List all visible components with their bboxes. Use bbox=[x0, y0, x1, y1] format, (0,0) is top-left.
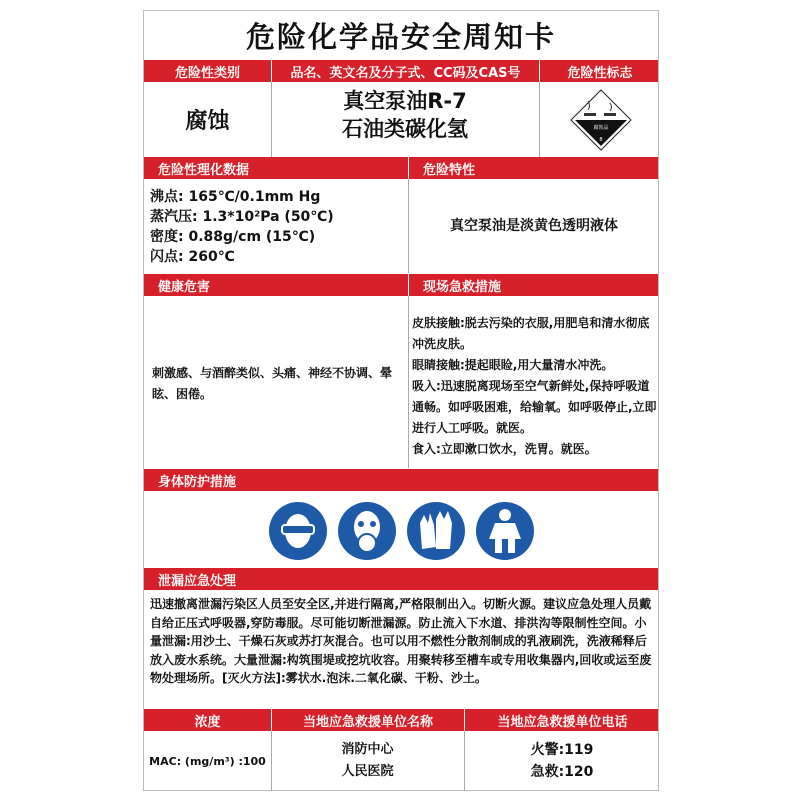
rescue-units bbox=[271, 739, 464, 783]
density: 密度: 0.88g/cm (15℃) bbox=[150, 229, 316, 245]
header-firstaid: 现场急救措施 bbox=[408, 274, 660, 296]
phone-emergency: 急救:120 bbox=[530, 764, 594, 780]
header-sign: 危险性标志 bbox=[539, 60, 660, 82]
phone-fire: 火警:119 bbox=[530, 742, 594, 758]
firstaid-skin: 皮肤接触:脱去污染的衣服,用肥皂和清水彻底冲洗皮肤。 bbox=[412, 316, 650, 351]
corrosive-sign-icon bbox=[570, 89, 632, 155]
svg-text:8: 8 bbox=[599, 137, 603, 143]
hazard-category: 腐蚀 bbox=[185, 109, 230, 134]
firstaid-eyes: 眼睛接触:提起眼睑,用大量清水冲洗。 bbox=[412, 358, 614, 372]
header-row-3 bbox=[144, 274, 658, 296]
firstaid-inhale: 吸入:迅速脱离现场至空气新鲜处,保持呼吸道通畅。如呼吸困难，给输氧。如呼吸停止,立即进行人工呼吸。就医。 bbox=[412, 379, 657, 435]
header-unit: 当地应急救援单位名称 bbox=[271, 709, 464, 731]
physchem-data bbox=[150, 187, 334, 267]
protection-label: 身体防护措施 bbox=[158, 474, 237, 490]
product-name bbox=[271, 87, 539, 143]
page-title: 危险化学品安全周知卡 bbox=[245, 20, 556, 54]
product-name-line: 真空泵油R-7 bbox=[343, 89, 467, 113]
safety-goggles-icon bbox=[268, 501, 328, 561]
boiling-point: 沸点: 165℃/0.1mm Hg bbox=[150, 189, 321, 205]
rescue-phones bbox=[464, 739, 660, 783]
vapor-pressure: 蒸汽压: 1.3*10²Pa (50℃) bbox=[150, 209, 334, 225]
header-leak bbox=[144, 568, 658, 590]
header-physchem: 危险性理化数据 bbox=[158, 162, 250, 178]
header-protection bbox=[144, 469, 658, 491]
gas-mask-icon bbox=[337, 501, 397, 561]
protection-icons bbox=[144, 495, 658, 567]
health-text: 刺激感、与酒醉类似、头痛、神经不协调、晕眩、困倦。 bbox=[152, 366, 393, 401]
header-hazard: 危险特性 bbox=[408, 157, 660, 179]
hazard-text: 真空泵油是淡黄色透明液体 bbox=[450, 217, 618, 234]
header-name: 品名、英文名及分子式、CC码及CAS号 bbox=[271, 60, 539, 82]
header-row-2 bbox=[144, 157, 658, 179]
unit-fire: 消防中心 bbox=[341, 742, 394, 757]
protective-gloves-icon bbox=[406, 501, 466, 561]
protective-suit-icon bbox=[475, 501, 535, 561]
flash-point: 闪点: 260℃ bbox=[150, 249, 235, 265]
header-row-1 bbox=[144, 60, 658, 82]
leak-label: 泄漏应急处理 bbox=[158, 573, 237, 589]
header-category: 危险性类别 bbox=[174, 65, 240, 81]
header-phone: 当地应急救援单位电话 bbox=[464, 709, 660, 731]
safety-card bbox=[143, 10, 659, 791]
header-health: 健康危害 bbox=[158, 279, 211, 295]
leak-text: 迅速撤离泄漏污染区人员至安全区,并进行隔离,严格限制出入。切断火源。建议应急处理人员戴自给正压式呼吸器,穿防毒服。尽可能切断泄漏源。防止流入下水道、排洪沟等限制性空间。小量泄漏:用沙土、干燥石灰或苏打灰混合。也可以用不燃性分散剂制成的乳液刷洗，洗液稀释后放入废水系统。大量泄漏:构筑围堤或挖坑收容。用聚转移至槽车或专用收集器内,回收或运至废物处理场所。[灭火方法]:雾状水.泡沫.二氧化碳、干粉、沙土。 bbox=[150, 597, 652, 685]
header-conc: 浓度 bbox=[194, 714, 221, 730]
header-row-footer bbox=[144, 709, 658, 731]
firstaid-ingest: 食入:立即漱口饮水，洗胃。就医。 bbox=[412, 442, 597, 456]
concentration: MAC: (mg/m³) :100 bbox=[149, 754, 266, 768]
unit-hospital: 人民医院 bbox=[341, 764, 394, 779]
product-name-line: 石油类碳化氢 bbox=[342, 117, 468, 141]
firstaid-text bbox=[412, 313, 657, 460]
svg-text:腐蚀品: 腐蚀品 bbox=[593, 125, 609, 131]
